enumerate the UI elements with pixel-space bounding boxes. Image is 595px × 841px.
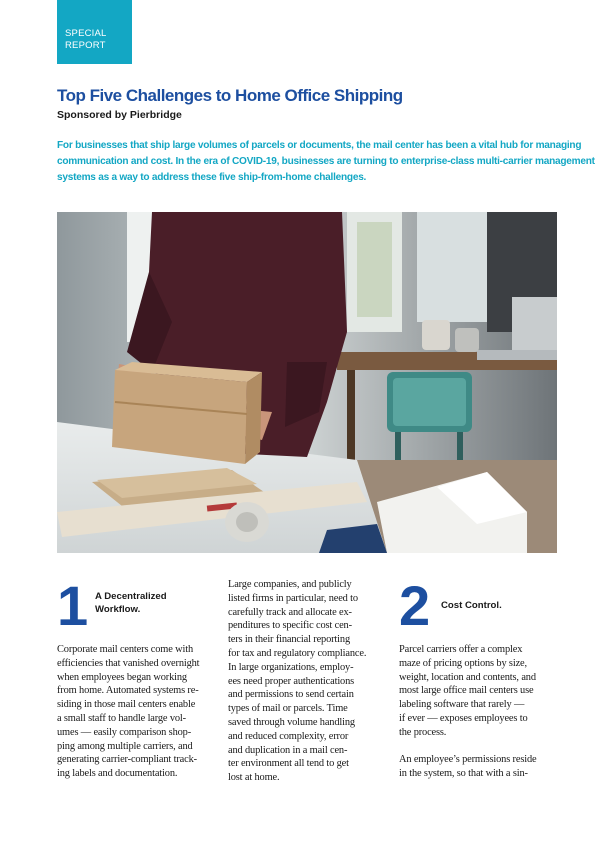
tag-line-1: SPECIAL: [65, 28, 107, 39]
body-line: umes — easily comparison shop-: [57, 726, 192, 738]
body-line: ters in their financial reporting: [228, 634, 351, 646]
body-line: Corporate mail centers come with: [57, 644, 194, 655]
body-line: most large office mail centers use: [399, 685, 534, 697]
packing-box-photo-illustration: [57, 212, 557, 553]
body-line: penditures to specific cost cen-: [228, 620, 352, 632]
body-line: labeling software that rarely —: [399, 699, 525, 711]
body-line: generating carrier-compliant track-: [57, 754, 197, 766]
section-number-1: 1: [57, 574, 89, 637]
body-line: siding in those mail centers enable: [57, 699, 196, 711]
body-line: in the system, so that with a sin-: [399, 768, 528, 780]
body-line: maze of pricing options by size,: [399, 657, 527, 669]
body-line: if ever — exposes employees to: [399, 712, 528, 724]
article-title: Top Five Challenges to Home Office Shipping: [57, 86, 403, 105]
sponsor-line: Sponsored by Pierbridge: [57, 109, 182, 121]
section-heading-line: Cost Control.: [441, 600, 502, 611]
intro-paragraph: [57, 138, 595, 186]
section-number-2: 2: [399, 574, 431, 637]
body-line: weight, location and contents, and: [399, 671, 536, 683]
section-2-body: [399, 643, 557, 781]
body-line: the process.: [399, 726, 447, 738]
body-line: An employee’s permissions reside: [399, 754, 537, 766]
body-line: carefully track and allocate ex-: [228, 606, 352, 618]
body-line: ping among multiple carriers, and: [57, 740, 193, 752]
body-line: for tax and regulatory compliance.: [228, 647, 367, 659]
body-line: and reduced complexity, error: [228, 730, 349, 742]
body-line: In large organizations, employ-: [228, 661, 354, 673]
article-photo: [57, 212, 557, 553]
body-line: listed firms in particular, need to: [228, 592, 358, 604]
intro-line: For businesses that ship large volumes of parcels or documents, the mail center has been a vital hub for managing: [57, 140, 582, 151]
body-line: and duplication in a mail cen-: [228, 744, 348, 756]
body-line: Large companies, and publicly: [228, 579, 352, 590]
body-line: Parcel carriers offer a complex: [399, 644, 523, 655]
section-heading-line: A Decentralized: [95, 591, 167, 602]
section-1-body: [57, 643, 215, 781]
body-line: efficiencies that vanished overnight: [57, 657, 200, 669]
section-heading-1: [95, 590, 167, 616]
special-report-tag: [57, 0, 132, 64]
body-line: ing labels and documentation.: [57, 768, 178, 780]
body-line: ter environment all tend to get: [228, 758, 349, 770]
body-line: saved through volume handling: [228, 716, 355, 728]
body-line: types of mail or parcels. Time: [228, 703, 348, 715]
intro-line: communication and cost. In the era of COVID-19, businesses are turning to enterprise-class multi-carrier management: [57, 156, 595, 167]
intro-line: systems as a way to address these five ship-from-home challenges.: [57, 172, 367, 183]
body-line: ees need proper authentications: [228, 675, 355, 687]
tag-line-2: REPORT: [65, 40, 106, 51]
body-line: and permissions to send certain: [228, 689, 354, 701]
section-heading-line: Workflow.: [95, 604, 141, 615]
middle-column-body: [228, 578, 386, 785]
paragraph-gap: [399, 740, 557, 754]
body-line: from home. Automated systems re-: [57, 685, 199, 697]
section-heading-2: [441, 599, 502, 612]
body-line: a small staff to handle large vol-: [57, 712, 186, 724]
body-line: when employees began working: [57, 671, 187, 683]
body-line: lost at home.: [228, 772, 280, 784]
